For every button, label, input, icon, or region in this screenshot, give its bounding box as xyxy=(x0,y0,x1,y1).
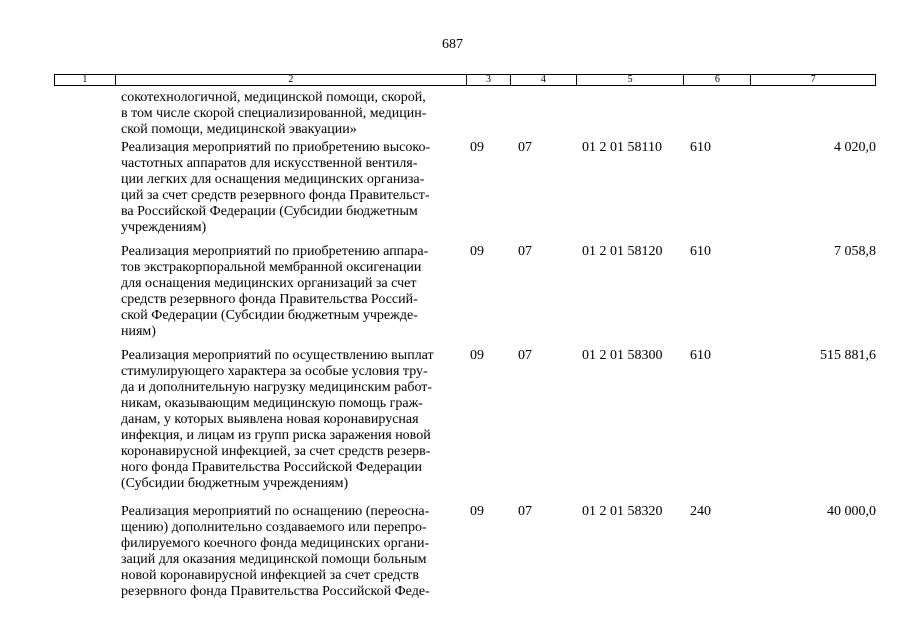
description-line: (Субсидии бюджетным учреждениям) xyxy=(121,476,349,491)
description-line: филируемого коечного фонда медицинских органи- xyxy=(121,536,430,551)
target-article-code: 01 2 01 58300 xyxy=(582,348,663,363)
description-line: Реализация мероприятий по оснащению (переосна- xyxy=(121,504,430,519)
description-line: ниям) xyxy=(121,324,156,339)
expense-type-code: 610 xyxy=(690,140,711,155)
row-description xyxy=(121,348,466,492)
description-line: ва Российской Федерации (Субсидии бюджетным xyxy=(121,204,418,219)
header-col-6: 6 xyxy=(684,75,751,85)
section-code: 09 xyxy=(470,504,484,519)
description-line: для оснащения медицинских организаций за счет xyxy=(121,276,417,291)
expense-type-code: 610 xyxy=(690,244,711,259)
section-code: 09 xyxy=(470,348,484,363)
description-line: ской помощи, медицинской эвакуации» xyxy=(121,122,357,137)
amount-value: 40 000,0 xyxy=(827,504,876,519)
description-line: ции легких для оснащения медицинских организа- xyxy=(121,172,425,187)
amount-value: 7 058,8 xyxy=(834,244,876,259)
subsection-code: 07 xyxy=(518,504,532,519)
description-line: сокотехнологичной, медицинской помощи, скорой, xyxy=(121,90,426,105)
expense-type-code: 610 xyxy=(690,348,711,363)
header-col-7: 7 xyxy=(810,74,816,85)
row-description xyxy=(121,140,466,236)
amount-value: 515 881,6 xyxy=(820,348,876,363)
description-line: ций за счет средств резервного фонда Правительст- xyxy=(121,188,430,203)
description-line: Реализация мероприятий по осуществлению выплат xyxy=(121,348,434,363)
description-line: ного фонда Правительства Российской Федерации xyxy=(121,460,422,475)
description-line: в том числе скорой специализированной, медицин- xyxy=(121,106,427,121)
subsection-code: 07 xyxy=(518,348,532,363)
description-line: частотных аппаратов для искусственной вентиля- xyxy=(121,156,418,171)
header-col-3: 3 xyxy=(467,75,511,85)
description-line: Реализация мероприятий по приобретению высоко- xyxy=(121,140,431,155)
description-line: стимулирующего характера за особые условия тру- xyxy=(121,364,428,379)
description-line: щению) дополнительно создаваемого или перепро- xyxy=(121,520,427,535)
description-line: никам, оказывающим медицинскую помощь граж- xyxy=(121,396,423,411)
description-line: ской Федерации (Субсидии бюджетным учрежде- xyxy=(121,308,418,323)
row-description xyxy=(121,244,466,340)
header-col-5: 5 xyxy=(577,75,685,85)
description-line: заций для оказания медицинской помощи больным xyxy=(121,552,427,567)
row-description xyxy=(121,504,466,600)
description-line: данам, у которых выявлена новая коронавирусная xyxy=(121,412,419,427)
header-col-2: 2 xyxy=(116,75,467,85)
description-line: тов экстракорпоральной мембранной оксигенации xyxy=(121,260,422,275)
subsection-code: 07 xyxy=(518,140,532,155)
description-line: коронавирусной инфекцией, за счет средств резерв- xyxy=(121,444,431,459)
page-number: 687 xyxy=(442,37,463,52)
section-code: 09 xyxy=(470,140,484,155)
table-header-row xyxy=(54,74,876,86)
description-line: да и дополнительную нагрузку медицинским работ- xyxy=(121,380,433,395)
header-col-4: 4 xyxy=(511,75,577,85)
description-line: новой коронавирусной инфекцией за счет средств xyxy=(121,568,420,583)
amount-value: 4 020,0 xyxy=(834,140,876,155)
subsection-code: 07 xyxy=(518,244,532,259)
section-code: 09 xyxy=(470,244,484,259)
target-article-code: 01 2 01 58320 xyxy=(582,504,663,519)
target-article-code: 01 2 01 58120 xyxy=(582,244,663,259)
expense-type-code: 240 xyxy=(690,504,711,519)
description-line: Реализация мероприятий по приобретению аппара- xyxy=(121,244,429,259)
description-line: инфекция, и лицам из групп риска заражения новой xyxy=(121,428,431,443)
description-line: средств резервного фонда Правительства Россий- xyxy=(121,292,418,307)
description-line: учреждениям) xyxy=(121,220,207,235)
target-article-code: 01 2 01 58110 xyxy=(582,140,662,155)
header-col-1: 1 xyxy=(55,75,116,85)
description-line: резервного фонда Правительства Российской Феде- xyxy=(121,584,430,599)
continued-description xyxy=(121,90,466,138)
